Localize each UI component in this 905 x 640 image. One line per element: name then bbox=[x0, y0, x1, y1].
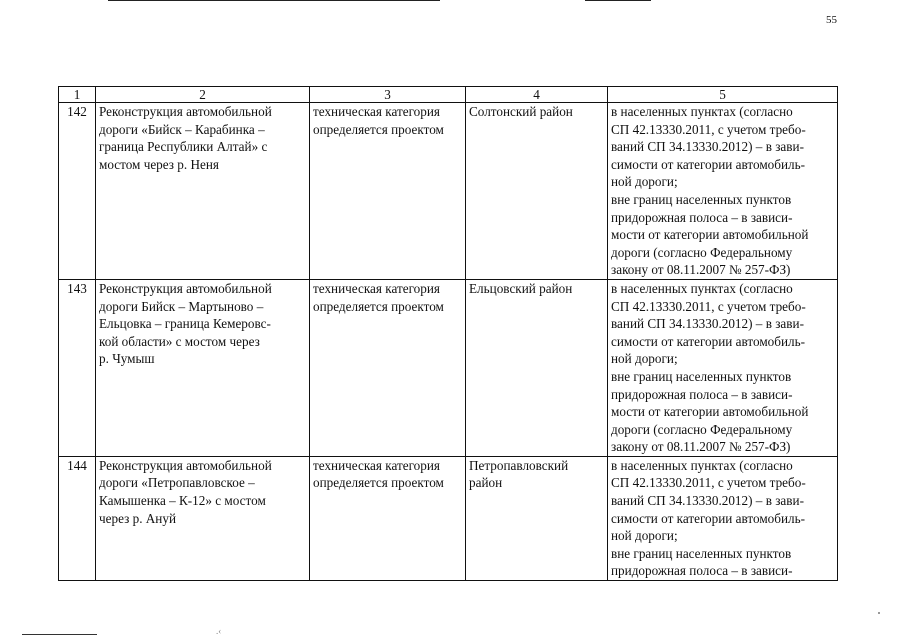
page-number: 55 bbox=[826, 14, 837, 26]
row-number: 144 bbox=[59, 456, 96, 580]
column-header: 3 bbox=[310, 87, 466, 103]
zone-cell bbox=[608, 103, 838, 280]
text-line: СП 42.13330.2011, с учетом требо- bbox=[611, 298, 806, 314]
scan-dot bbox=[878, 612, 880, 614]
footer-rule bbox=[22, 634, 97, 635]
text-line: Реконструкция автомобильной bbox=[99, 280, 272, 296]
text-line: в населенных пунктах (согласно bbox=[611, 280, 793, 296]
text-line: дороги (согласно Федеральному bbox=[611, 421, 793, 437]
text-line: придорожная полоса – в зависи- bbox=[611, 563, 793, 579]
text-line: в населенных пунктах (согласно bbox=[611, 457, 793, 473]
text-line: кой области» с мостом через bbox=[99, 333, 260, 349]
text-line: Петропавловский bbox=[469, 457, 569, 473]
text-line: ваний СП 34.13330.2012) – в зави- bbox=[611, 493, 804, 509]
text-line: ной дороги; bbox=[611, 174, 678, 190]
text-line: Ельцовка – граница Кемеровс- bbox=[99, 316, 271, 332]
text-line: симости от категории автомобиль- bbox=[611, 156, 806, 172]
text-line: через р. Ануй bbox=[99, 510, 177, 526]
column-header: 5 bbox=[608, 87, 838, 103]
text-line: симости от категории автомобиль- bbox=[611, 510, 806, 526]
text-line: дороги (согласно Федеральному bbox=[611, 244, 793, 260]
text-line: р. Чумыш bbox=[99, 351, 155, 367]
text-line: определяется проектом bbox=[313, 121, 444, 137]
scan-artifact: .‹ bbox=[216, 626, 222, 636]
object-cell bbox=[96, 103, 310, 280]
text-line: вне границ населенных пунктов bbox=[611, 545, 792, 561]
text-line: вне границ населенных пунктов bbox=[611, 191, 792, 207]
text-line: мостом через р. Неня bbox=[99, 156, 219, 172]
row-number: 142 bbox=[59, 103, 96, 280]
text-line: определяется проектом bbox=[313, 475, 444, 491]
district-cell bbox=[466, 279, 608, 456]
category-cell bbox=[310, 279, 466, 456]
top-rule bbox=[585, 0, 651, 1]
text-line: симости от категории автомобиль- bbox=[611, 333, 806, 349]
text-line: ваний СП 34.13330.2012) – в зави- bbox=[611, 139, 804, 155]
object-cell bbox=[96, 456, 310, 580]
text-line: придорожная полоса – в зависи- bbox=[611, 209, 793, 225]
text-line: дороги Бийск – Мартыново – bbox=[99, 298, 264, 314]
table-body bbox=[59, 87, 838, 581]
text-line: техническая категория bbox=[313, 104, 440, 119]
text-line: дороги «Бийск – Карабинка – bbox=[99, 121, 265, 137]
text-line: в населенных пунктах (согласно bbox=[611, 104, 793, 119]
text-line: дороги «Петропавловское – bbox=[99, 475, 255, 491]
text-line: вне границ населенных пунктов bbox=[611, 368, 792, 384]
object-cell bbox=[96, 279, 310, 456]
text-line: ной дороги; bbox=[611, 528, 678, 544]
text-line: ваний СП 34.13330.2012) – в зави- bbox=[611, 316, 804, 332]
text-line: Солтонский район bbox=[469, 104, 573, 119]
text-line: придорожная полоса – в зависи- bbox=[611, 386, 793, 402]
text-line: ной дороги; bbox=[611, 351, 678, 367]
document-table bbox=[58, 86, 838, 581]
column-header: 2 bbox=[96, 87, 310, 103]
text-line: СП 42.13330.2011, с учетом требо- bbox=[611, 475, 806, 491]
text-line: закону от 08.11.2007 № 257-ФЗ) bbox=[611, 439, 791, 455]
top-rule bbox=[108, 0, 440, 1]
text-line: Реконструкция автомобильной bbox=[99, 104, 272, 119]
column-header: 1 bbox=[59, 87, 96, 103]
text-line: СП 42.13330.2011, с учетом требо- bbox=[611, 121, 806, 137]
header-row bbox=[59, 87, 838, 103]
text-line: Реконструкция автомобильной bbox=[99, 457, 272, 473]
text-line: техническая категория bbox=[313, 280, 440, 296]
table-row bbox=[59, 103, 838, 280]
table-row bbox=[59, 456, 838, 580]
zone-cell bbox=[608, 279, 838, 456]
category-cell bbox=[310, 456, 466, 580]
table-row bbox=[59, 279, 838, 456]
text-line: мости от категории автомобильной bbox=[611, 227, 809, 243]
row-number: 143 bbox=[59, 279, 96, 456]
text-line: закону от 08.11.2007 № 257-ФЗ) bbox=[611, 262, 791, 278]
district-cell bbox=[466, 103, 608, 280]
text-line: Камышенка – К-12» с мостом bbox=[99, 493, 266, 509]
text-line: определяется проектом bbox=[313, 298, 444, 314]
text-line: район bbox=[469, 475, 503, 491]
zone-cell bbox=[608, 456, 838, 580]
district-cell bbox=[466, 456, 608, 580]
text-line: мости от категории автомобильной bbox=[611, 404, 809, 420]
text-line: техническая категория bbox=[313, 457, 440, 473]
text-line: граница Республики Алтай» с bbox=[99, 139, 268, 155]
text-line: Ельцовский район bbox=[469, 280, 573, 296]
column-header: 4 bbox=[466, 87, 608, 103]
category-cell bbox=[310, 103, 466, 280]
